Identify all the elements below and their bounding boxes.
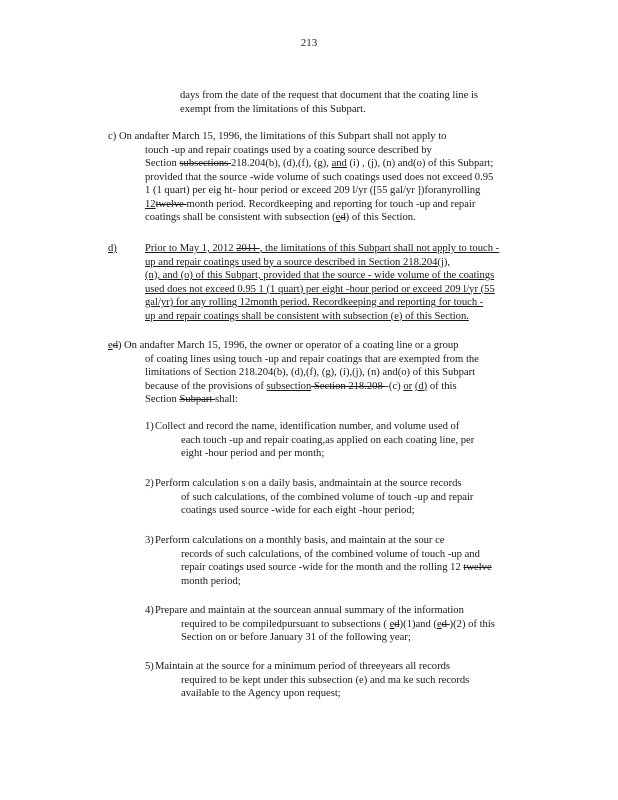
item-5-body [181,674,618,701]
item-1-first-line: Collect and record the name, identification number, and volume used of [155,421,460,432]
text-line: month period; [181,575,241,587]
text-line: each touch -up and repair coating,as applied on each coating line, per [181,434,475,446]
text-line: up and repair coatings shall be consistent with subsection (e) of this Section. [145,310,469,322]
struck-text: twelve [463,562,492,573]
struck-text: d [340,212,346,223]
item-3-first-line: Perform calculations on a monthly basis, and maintain at the sour ce [155,535,445,546]
inserted-text: e [335,212,341,223]
struck-text: Section 218.208 [311,380,386,392]
text-line: of such calculations, of the combined volume of touch -up and repair [181,491,474,503]
page-number: 213 [300,37,318,49]
inserted-text: subsection [266,380,312,392]
item-1-body [181,434,618,461]
text-line: coatings shall be consistent with subsection (ed) of this Section. [145,212,416,223]
inserted-text: and [331,158,347,169]
text-line: required to be compiledpursuant to subsections ( ed)(1)and (ed )(2) of this [181,618,495,630]
subsection-c-first-line: On andafter March 15, 1996, the limitations of this Subpart shall not apply to [119,131,447,142]
inserted-text: e [389,618,395,630]
text-line: exempt from the limitations of this Subpart. [180,103,366,115]
item-3-body [181,548,618,589]
text-line: of coating lines using touch -up and repair coatings that are exempted from the [145,353,479,365]
text-line: Section subsections 218.204(b), (d),(f), (g), and (i) , (j), (n) and(o) of this Subpart; [145,158,494,169]
struck-text: subsections [179,158,231,169]
item-5-number: 5) [145,661,154,672]
subsection-c-label: c) [108,131,117,142]
item-1-number: 1) [145,421,154,432]
item-4-number: 4) [145,605,154,616]
item-5-first-line: Maintain at the source for a minimum period of threeyears all records [155,661,451,672]
struck-text: d [441,618,450,630]
struck-text: Subpart [179,394,216,405]
continuation-paragraph [180,89,618,116]
text-line: repair coatings used source -wide for the month and the rolling 12 twelve [181,562,492,573]
text-line: provided that the source -wide volume of such coatings used does not exceed 0.95 [145,171,494,183]
inserted-text: (d) [414,380,428,392]
inserted-text: or [403,380,413,392]
text-line: 1 (1 quart) per eig ht- hour period or exceed 209 l/yr ([55 gal/yr ])foranyrolling [145,185,481,196]
subsection-c-body [145,144,615,225]
struck-text: d [394,618,400,630]
text-line: Section on or before January 31 of the following year; [181,632,411,643]
text-line: Section Subpart shall: [145,394,238,405]
text-line: up and repair coatings used by a source described in Section 218.204(j), [145,256,451,268]
text-line: records of such calculations, of the combined volume of touch -up and [181,548,480,560]
text-line: touch -up and repair coatings used by a coating source described by [145,144,432,156]
text-line: eight -hour period and per month; [181,448,325,459]
item-2-first-line: Perform calculation s on a daily basis, andmaintain at the source records [155,478,462,489]
inserted-text: e [436,618,442,630]
text-line: 12twelve month period. Recordkeeping and reporting for touch -up and repair [145,198,476,210]
text-line: coatings used source -wide for each eight -hour period; [181,505,415,516]
text-line: Prior to May 1, 2012 2011 , the limitations of this Subpart shall not apply to touch - [145,243,500,254]
inserted-text: 12 [145,198,156,210]
subsection-e-body [145,353,615,407]
text-line: used does not exceed 0.95 1 (1 quart) per eight -hour period or exceed 209 l/yr (55 [145,283,495,295]
text-line: gal/yr) for any rolling 12month period. Recordkeeping and reporting for touch - [145,297,484,308]
subsection-e-label: ed) [108,340,122,351]
item-2-number: 2) [145,478,154,489]
text-line: required to be kept under this subsection (e) and ma ke such records [181,674,470,686]
text-line: because of the provisions of subsection Section 218.208 -(c) or (d) of this [145,380,457,392]
text-line: (n), and (o) of this Subpart, provided that the source - wide volume of the coatings [145,270,495,281]
struck-text: twelve [155,198,187,210]
item-4-body [181,618,618,645]
item-2-body [181,491,618,518]
subsection-e-first-line: On andafter March 15, 1996, the owner or operator of a coating line or a group [124,340,459,351]
item-3-number: 3) [145,535,154,546]
struck-text: 2011 [236,243,260,254]
item-4-first-line: Prepare and maintain at the sourcean annual summary of the information [155,605,464,616]
text-line: limitations of Section 218.204(b), (d),(f), (g), (i),(j), (n) and(o) of this Subpart [145,367,476,378]
text-line: available to the Agency upon request; [181,688,341,699]
subsection-d-label: d) [108,243,117,254]
text-line: days from the date of the request that document that the coating line is [180,90,479,101]
subsection-d-body [145,242,615,323]
